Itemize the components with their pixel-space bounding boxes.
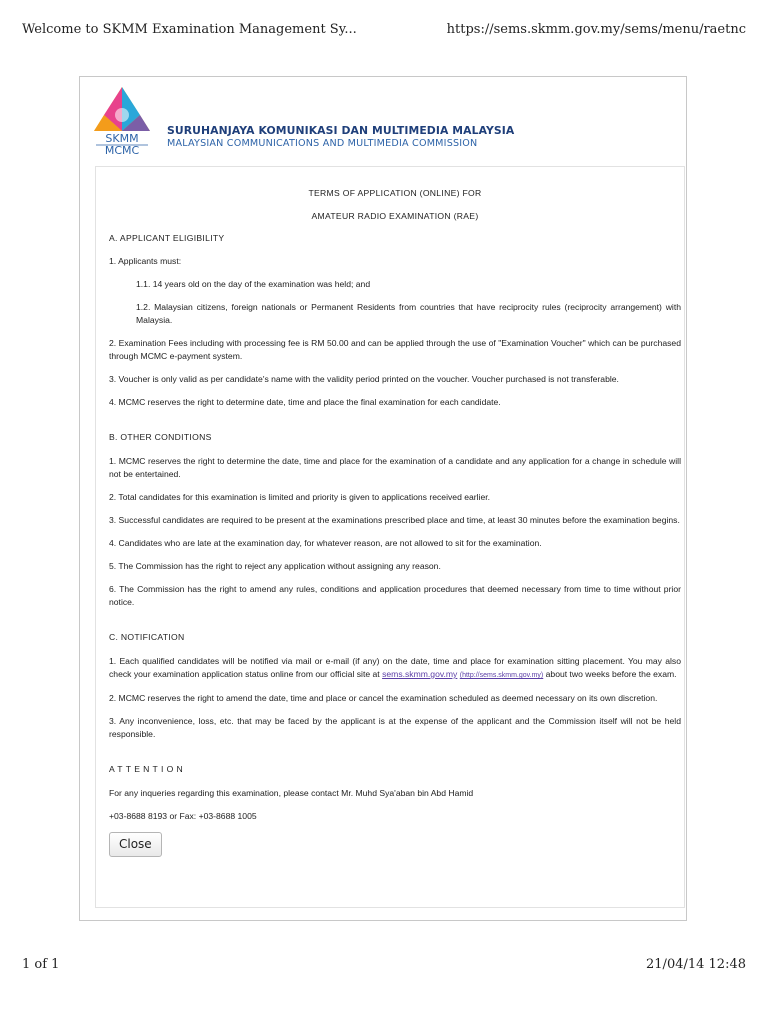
print-datetime: 21/04/14 12:48 (646, 957, 746, 972)
attention-contact: For any inqueries regarding this examination, please contact Mr. Muhd Sya'aban bin Abd Hamid (109, 788, 474, 798)
logo-top-text: SKMM (105, 132, 139, 145)
page-indicator: 1 of 1 (22, 957, 60, 972)
section-a-item-3: 3. Voucher is only valid as per candidate's name with the validity period printed on the voucher. Voucher purchased is not transferable. (109, 374, 619, 384)
section-a-item-2: 2. Examination Fees including with processing fee is RM 50.00 and can be applied through the use of "Examination Voucher" which can be purchased through MCMC e-payment system. (109, 338, 681, 361)
print-footer (22, 957, 746, 972)
section-a-heading: A. APPLICANT ELIGIBILITY (109, 233, 225, 243)
sems-site-url-link[interactable]: (http://sems.skmm.gov.my) (459, 672, 544, 679)
section-c-item-1-text: 1. Each qualified candidates will be notified via mail or e-mail (if any) on the date, time and place for examination sitting placement. You may also check your examination application status online from our official site at (109, 656, 681, 679)
print-header (22, 22, 746, 37)
section-b-item-2: 2. Total candidates for this examination is limited and priority is given to applications received earlier. (109, 492, 491, 502)
section-a-item-4: 4. MCMC reserves the right to determine date, time and place the final examination for each candidate. (109, 397, 501, 407)
section-b-item-6: 6. The Commission has the right to amend any rules, conditions and application procedures that deemed necessary from time to time without prior notice. (109, 584, 681, 607)
attention-phone: +03-8688 8193 or Fax: +03-8688 1005 (109, 811, 257, 821)
mcmc-logo (90, 85, 154, 155)
org-name: SURUHANJAYA KOMUNIKASI DAN MULTIMEDIA MALAYSIA (167, 124, 515, 137)
print-page-title: Welcome to SKMM Examination Management Sy... (22, 22, 357, 37)
section-b-item-3: 3. Successful candidates are required to be present at the examinations prescribed place and time, at least 30 minutes before the examination begins. (109, 515, 680, 525)
section-c-item-1-tail: about two weeks before the exam. (543, 669, 677, 679)
section-b-item-4: 4. Candidates who are late at the examination day, for whatever reason, are not allowed to sit for the examination. (109, 538, 542, 548)
section-c-heading: C. NOTIFICATION (109, 632, 185, 642)
terms-content (109, 187, 681, 857)
section-a-item-1-1: 1.1. 14 years old on the day of the examination was held; and (136, 279, 371, 289)
section-a-item-1-2: 1.2. Malaysian citizens, foreign nationals or Permanent Residents from countries that have reciprocity rules (reciprocity arrangement) with Malaysia. (136, 302, 681, 325)
doc-title-line1: TERMS OF APPLICATION (ONLINE) FOR (308, 188, 482, 198)
attention-heading: ATTENTION (109, 764, 186, 774)
section-c-item-3: 3. Any inconvenience, loss, etc. that may be faced by the applicant is at the expense of the applicant and the Commission itself will not be held responsible. (109, 716, 681, 739)
section-b-heading: B. OTHER CONDITIONS (109, 432, 212, 442)
section-c-item-1 (109, 655, 681, 682)
org-subtitle: MALAYSIAN COMMUNICATIONS AND MULTIMEDIA COMMISSION (167, 138, 478, 149)
section-b-item-5: 5. The Commission has the right to reject any application without assigning any reason. (109, 561, 441, 571)
section-b-item-1: 1. MCMC reserves the right to determine the date, time and place for the examination of a candidate and any application for a change in schedule will not be entertained. (109, 456, 681, 479)
print-page-url: https://sems.skmm.gov.my/sems/menu/raetnc (446, 22, 746, 37)
close-button[interactable]: Close (109, 832, 162, 857)
logo-bottom-text: MCMC (104, 144, 140, 155)
section-a-item-1: 1. Applicants must: (109, 256, 182, 266)
sems-site-link[interactable]: sems.skmm.gov.my (382, 669, 458, 679)
logo-mark-icon (90, 85, 154, 155)
doc-title-line2: AMATEUR RADIO EXAMINATION (RAE) (311, 211, 479, 221)
section-c-item-2: 2. MCMC reserves the right to amend the date, time and place or cancel the examination scheduled as deemed necessary on its own discretion. (109, 693, 658, 703)
